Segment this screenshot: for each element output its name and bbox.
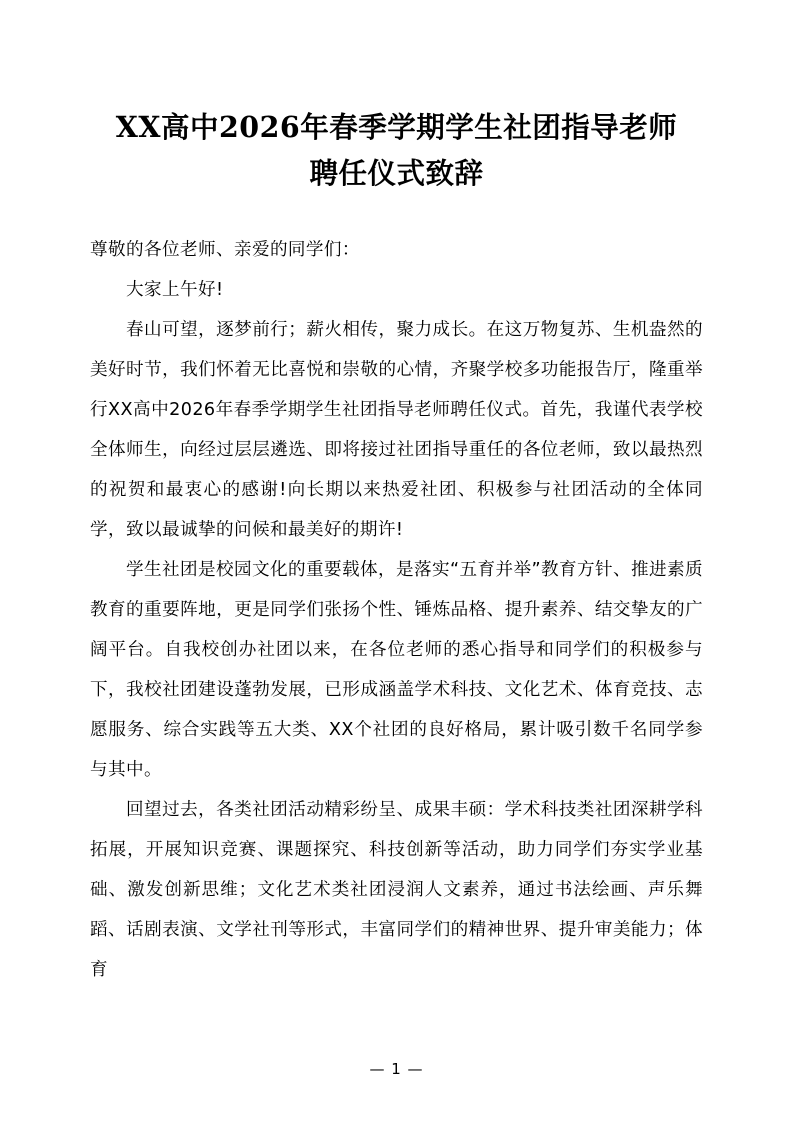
page-number: — 1 — xyxy=(369,1060,424,1078)
paragraph-club-significance: 学生社团是校园文化的重要载体，是落实“五育并举”教育方针、推进素质教育的重要阵地，更是同学们张扬个性、锤炼品格、提升素养、结交挚友的广阔平台。自我校创办社团以来，在各位老师的悉心指导和同学们的积极参与下，我校社团建设蓬勃发展，已形成涵盖学术科技、文化艺术、体育竞技、志愿服务、综合实践等五大类、XX个社团的良好格局，累计吸引数千名同学参与其中。 xyxy=(90,560,703,780)
page-title: XX高中2026年春季学期学生社团指导老师聘任仪式致辞 xyxy=(115,110,678,190)
paragraph-salutation: 尊敬的各位老师、亲爱的同学们： xyxy=(90,240,360,260)
paragraph-greeting: 大家上午好! xyxy=(126,280,224,300)
document-body xyxy=(90,230,703,990)
paragraph-review: 回望过去，各类社团活动精彩纷呈、成果丰硕：学术科技类社团深耕学科拓展，开展知识竞赛、课题探究、科技创新等活动，助力同学们夯实学业基础、激发创新思维；文化艺术类社团浸润人文素养，通过书法绘画、声乐舞蹈、话剧表演、文学社刊等形式，丰富同学们的精神世界、提升审美能力；体育 xyxy=(90,800,703,980)
paragraph-opening: 春山可望，逐梦前行；薪火相传，聚力成长。在这万物复苏、生机盎然的美好时节，我们怀着无比喜悦和崇敬的心情，齐聚学校多功能报告厅，隆重举行XX高中2026年春季学期学生社团指导老师聘任仪式。首先，我谨代表学校全体师生，向经过层层遴选、即将接过社团指导重任的各位老师，致以最热烈的祝贺和最衷心的感谢!向长期以来热爱社团、积极参与社团活动的全体同学，致以最诚挚的问候和最美好的期许! xyxy=(90,320,703,540)
